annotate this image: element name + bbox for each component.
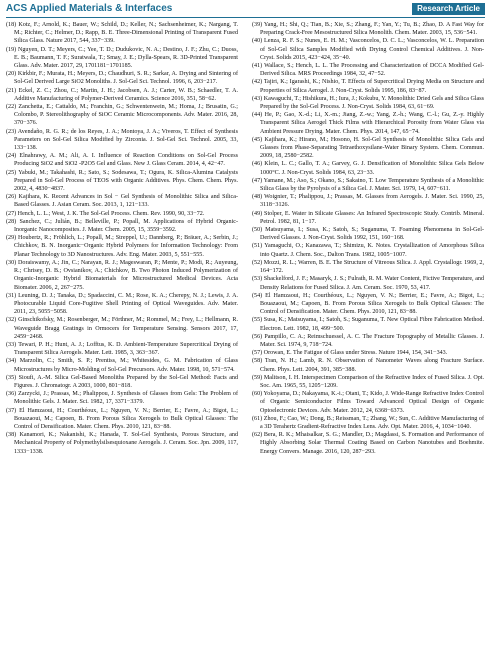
reference-19: (19) Nguyen, D. T.; Meyers, C.; Yee, T. D.; Dudukovic, N. A.; Destino, J. F.; Zhu, C.; Duoss, E. B.; Baumann, T. F.; Suratwala, T.; Smay, J. E.; Dylla-Spears, R. 3D-Printed Transparent Glass. Adv. Mater. 2017, 29, 1701181−1701185. bbox=[6, 46, 238, 70]
reference-48: (48) Woignier, T.; Phalippou, J.; Prassas, M. Glasses from Aerogels. J. Mater. Sci. 1990, 25, 3118−3126. bbox=[252, 194, 484, 209]
reference-35: (35) Sioufi, A.-M. Silica Gel-Based Monoliths Prepared by the Sol-Gel Method: Facts and Figures. J. Chromatogr. A 2003, 1000, 801−818. bbox=[6, 374, 238, 389]
reference-25: (25) Yabuki, M.; Takahashi, R.; Sato, S.; Sodesawa, T.; Ogura, K. Silica-Alumina Catalysts Prepared in Sol-Gel Process of TEOS with Organic Additives. Phys. Chem. Chem. Phys. 2002, 4, 4830−4837. bbox=[6, 169, 238, 193]
reference-57: (57) Orowan, E. The Fatigue of Glass under Stress. Nature 1944, 154, 341−343. bbox=[252, 350, 448, 357]
reference-54: (54) El Hamzaoui, H.; Courthéoux, L.; Nguyen, V. N.; Berrier, E.; Favre, A.; Bigot, L.; Bouazaoui, M.; Capoen, B. From Porous Silica Xerogels to Bulk Optical Glasses: The Control of Densification. Mater. Chem. Phys. 2010, 121, 83−88. bbox=[252, 292, 484, 316]
reference-45: (45) Kajihara, K.; Hirano, M.; Hosono, H. Sol-Gel Synthesis of Monolithic Silica Gels and Glasses from Phase-Separating Tetraethoxysilane-Water Binary System. Chem. Commun. 2009, 18, 2580−2582. bbox=[252, 136, 484, 160]
reference-30: (30) Doraiswamy, A.; Jin, C.; Narayan, R. J.; Mageswaran, P.; Mente, P.; Modi, R.; Auyeung, R.; Chrisey, D. B.; Ovsianikov, A.; Chichkov, B. Two Photon Induced Polymerization of Organic-Inorganic Hybrid Biomaterials for Microstructured Medical Devices. Acta Biomater. 2006, 2, 267−275. bbox=[6, 259, 238, 291]
reference-39: (39) Yang, H.; Shi, Q.; Tian, B.; Xie, S.; Zhang, F.; Yan, Y.; Tu, B.; Zhao, D. A Fast Way for Preparing Crack-Free Mesostructured Silica Monolith. Chem. Mater. 2003, 15, 536−541. bbox=[252, 22, 484, 37]
reference-29: (29) Houbertz, R.; Fröhlich, L.; Popall, M.; Streppel, U.; Dannberg, P.; Bräuer, A.; Serbin, J.; Chichkov, B. N. Inorganic−Organic Hybrid Polymers for Information Technology: From Planar Technology to 3D Nanostructures. Adv. Eng. Mater. 2003, 5, 551−555. bbox=[6, 235, 238, 258]
reference-34: (34) Marzolin, C.; Smith, S. P.; Prentiss, M.; Whitesides, G. M. Fabrication of Glass Microstructures by Micro-Molding of Sol-Gel Precursors. Adv. Mater. 1998, 10, 571−574. bbox=[6, 358, 238, 373]
reference-26: (26) Kajihara, K. Recent Advances in Sol − Gel Synthesis of Monolithic Silica and Silica-Based Glasses. J. Asian Ceram. Soc. 2013, 1, 121−133. bbox=[6, 194, 238, 209]
reference-28: (28) Sanchez, C.; Julián, B.; Belleville, P.; Popall, M. Applications of Hybrid Organic-Inorganic Nanocomposites. J. Mater. Chem. 2005, 15, 3559−3592. bbox=[6, 218, 238, 234]
reference-41: (41) Wallace, S.; Hench, L. L. The Processing and Characterization of DCCA Modified Gel-Derived Silica. MRS Proceedings 1984, 32, 47−52. bbox=[252, 63, 484, 78]
reference-50: (50) Matsuyama, I.; Susa, K.; Satoh, S.; Suganuma, T. Foaming Phenomena in Sol-Gel-Derived Glasses. J. Non-Cryst. Solids 1992, 151, 160−168. bbox=[252, 227, 484, 242]
header-rule bbox=[6, 17, 485, 18]
journal-title: ACS Applied Materials & Interfaces bbox=[6, 3, 173, 14]
page-header bbox=[6, 3, 485, 18]
reference-36: (36) Zarzycki, J.; Prassas, M.; Phalippou, J. Synthesis of Glasses from Gels: The Problem of Monolithic Gels. J. Mater. Sci. 1982, 17, 3371−3379. bbox=[6, 391, 238, 406]
references-column-right bbox=[252, 21, 484, 456]
reference-53: (53) Shackelford, J. F.; Masaryk, J. S.; Fulrath, R. M. Water Content, Fictive Temperature, and Density Relations for Fused Silica. J. Am. Ceram. Soc. 1970, 53, 417. bbox=[252, 276, 484, 291]
article-type-badge: Research Article bbox=[412, 3, 485, 15]
reference-55: (55) Susa, K.; Matsuyama, I.; Satoh, S.; Suganuma, T. New Optical Fibre Fabrication Method. Electron. Lett. 1982, 18, 499−500. bbox=[252, 317, 484, 332]
reference-27: (27) Hench, L. L.; West, J. K. The Sol-Gel Process. Chem. Rev. 1990, 90, 33−72. bbox=[6, 210, 205, 217]
reference-51: (51) Yamaguchi, O.; Kanazawa, T.; Shimizu, K. Notes. Crystallization of Amorphous Silica into Quartz. J. Chem. Soc., Dalton Trans. 1982, 1005−1007. bbox=[252, 243, 484, 258]
reference-44: (44) He, P.; Gao, X.-d.; Li, X.-m.; Jiang, Z.-w.; Yang, Z.-h.; Wang, C.-l.; Gu, Z.-y. Highly Transparent Silica Aerogel Thick Films with Hierarchical Porosity from Water Glass via Ambient Pressure Drying. Mater. Chem. Phys. 2014, 147, 65−74. bbox=[252, 112, 484, 135]
reference-37: (37) El Hamzaoui, H.; Courthéoux, L.; Nguyen, V. N.; Berrier, E.; Favre, A.; Bigot, L.; Bouazaoui, M.; Capoen, B. From Porous Silica Xerogels to Bulk Optical Glasses: The Control of Densification. Mater. Chem. Phys. 2010, 121, 83−88. bbox=[6, 407, 238, 430]
reference-32: (32) Ginschikofsky, M.; Rosenberger, M.; Förthner, M.; Rommel, M.; Frey, L.; Hellmann, R. Waveguide Bragg Gratings in Ormocers for Temperature Sensing. Sensors 2017, 17, 2459−2468. bbox=[6, 317, 238, 340]
reference-38: (38) Kanamori, K.; Nakanishi, K.; Hanada, T. Sol-Gel Synthesis, Porous Structure, and Mechanical Property of Polymethylsilsesquioxane Aerogels. J. Ceram. Soc. Jpn. 2009, 117, 1333−1338. bbox=[6, 432, 238, 455]
reference-56: (56) Pampillo, C. A.; Reimschuessel, A. C. The Fracture Topography of Metallic Glasses. J. Mater. Sci. 1974, 9, 718−724. bbox=[252, 333, 484, 348]
reference-23: (23) Avendaño, R. G. R.; de los Reyes, J. A.; Montoya, J. A.; Viveros, T. Effect of Synthesis Parameters on Sol-Gel Silica Modified by Zirconia. J. Sol-Gel Sci. Technol. 2005, 33, 133−138. bbox=[6, 128, 238, 152]
reference-42: (42) Tajiri, K.; Igarashi, K.; Nishio, T. Effects of Supercritical Drying Media on Structure and Properties of Silica Aerogel. J. Non-Cryst. Solids 1995, 186, 83−87. bbox=[252, 79, 484, 94]
reference-46: (46) Klein, L. C.; Gallo, T. A.; Garvey, G. J. Densification of Monolithic Silica Gels Below 1000°C. J. Non-Cryst. Solids 1984, 63, 23−33. bbox=[252, 161, 484, 176]
reference-52: (52) Mozzi, R. L.; Warren, B. E. The Structure of Vitreous Silica. J. Appl. Crystallogr. 1969, 2, 164−172. bbox=[252, 259, 484, 275]
references-column-left bbox=[6, 21, 238, 456]
reference-60: (60) Yokoyama, D.; Nakayama, K.-i.; Otani, T.; Kido, J. Wide-Range Refractive Index Control of Organic Semiconductor Films Toward Advanced Optical Design of Organic Optoelectronic Devices. Adv. Mater. 2012, 24, 6368−6373. bbox=[252, 391, 484, 414]
reference-31: (31) Leuning, D. J.; Tanaka, D.; Spadaccini, C. M.; Rose, K. A.; Cherepy, N. J.; Lewis, J. A. Photocurable Liquid Core-Fugitive Shell Printing of Optical Waveguides. Adv. Mater. 2011, 23, 5055−5058. bbox=[6, 292, 238, 316]
reference-49: (49) Stolper, E. Water in Silicate Glasses: An Infrared Spectroscopic Study. Contrib. Mineral. Petrol. 1982, 81, 1−17. bbox=[252, 210, 484, 225]
reference-24: (24) Elnahrawy, A. M.; Ali, A. I. Influence of Reaction Conditions on Sol-Gel Process Producing SiO2 and SiO2 -P2O5 Gel and Glass. New J. Glass Ceram. 2014, 4, 42−47. bbox=[6, 153, 238, 168]
reference-40: (40) Lenza, R. F. S.; Nunes, E. H. M.; Vasconcelos, D. C. L.; Vasconcelos, W. L. Preparation of Sol-Gel Silica Samples Modified with Drying Control Chemical Additives. J. Non-Cryst. Solids 2015, 423−424, 35−40. bbox=[252, 38, 484, 61]
reference-61: (61) Zhou, F.; Cao, W.; Dong, B.; Reissman, T.; Zhang, W.; Sun, C. Additive Manufacturing of a 3D Terahertz Gradient-Refractive Index Lens. Adv. Opt. Mater. 2016, 4, 1034−1040. bbox=[252, 415, 484, 430]
reference-22: (22) Zanchetta, E.; Cattaldo, M.; Franchin, G.; Schwentenwein, M.; Homa, J.; Brusatin, G.; Colombo, P. Stereolithography of SiOC Ceramic Microcomponents. Adv. Mater. 2016, 28, 370−376. bbox=[6, 104, 238, 127]
reference-21: (21) Eckel, Z. C.; Zhou, C.; Martin, J. H.; Jacobsen, A. J.; Carter, W. B.; Schaedler, T. A. Additive Manufacturing of Polymer-Derived Ceramics. Science 2016, 351, 58−62. bbox=[6, 87, 238, 102]
reference-47: (47) Yamane, M.; Aso, S.; Okano, S.; Sakaino, T. Low Temperature Synthesis of a Monolithic Silica Glass by the Pyrolysis of a Silica Gel. J. Mater. Sci. 1979, 14, 607−611. bbox=[252, 177, 484, 193]
reference-62: (62) Bera, R. K.; Mhaisalkar, S. G.; Mandler, D.; Magdassi, S. Formation and Performance of Highly Absorbing Solar Thermal Coating Based on Carbon Nanotubes and Boehmite. Energy Convers. Manage. 2016, 120, 287−293. bbox=[252, 432, 484, 455]
reference-59: (59) Malitson, I. H. Interspecimen Comparison of the Refractive Index of Fused Silica. J. Opt. Soc. Am. 1965, 55, 1205−1209. bbox=[252, 374, 484, 389]
reference-58: (58) Tran, N. H.; Lamb, R. N. Observation of Nanometer Waves along Fracture Surface. Chem. Phys. Lett. 2004, 391, 385−388. bbox=[252, 358, 484, 373]
reference-18: (18) Kotz, F.; Arnold, K.; Bauer, W.; Schild, D.; Keller, N.; Sachsenheimer, K.; Nargang, T. M.; Richter, C.; Helmer, D.; Rapp, B. E. Three-Dimensional Printing of Transparent Fused Silica Glass. Nature 2017, 544, 337−339. bbox=[6, 22, 238, 45]
reference-43: (43) Kawaguchi, T.; Hishikura, H.; Iura, J.; Kokubu, Y. Monolithic Dried Gels and Silica Glass Prepared by the Sol-Gel Process. J. Non-Cryst. Solids 1984, 63, 61−69. bbox=[252, 95, 484, 111]
reference-20: (20) Kirkbir, F.; Murata, H.; Meyers, D.; Chaudhuri, S. R.; Sarkar, A. Drying and Sintering of Sol-Gel Derived Large SiO2 Monoliths. J. Sol-Gel Sci. Technol. 1996, 6, 203−217. bbox=[6, 71, 238, 86]
reference-33: (33) Tewari, P. H.; Hunt, A. J.; Lofftus, K. D. Ambient-Temperature Supercritical Drying of Transparent Silica Aerogels. Mater. Lett. 1985, 3, 363−367. bbox=[6, 341, 238, 357]
